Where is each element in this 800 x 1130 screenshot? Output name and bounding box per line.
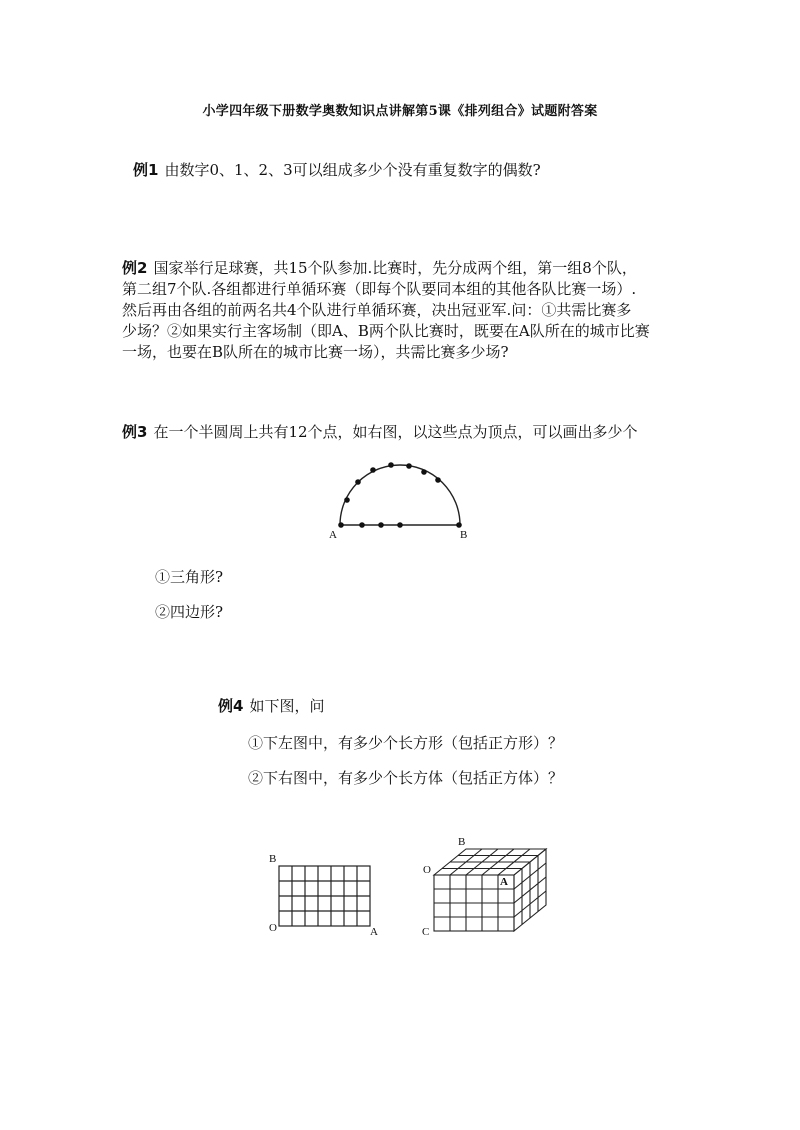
question-4-sub-2: ②下右图中，有多少个长方体（包括正方体）？	[248, 769, 564, 787]
question-2-line-1: 国家举行足球赛，共15个队参加.比赛时，先分成两个组，第一组8个队，	[153, 259, 637, 277]
cube-label-b: B	[458, 836, 466, 848]
page-title: 小学四年级下册数学奥数知识点讲解第5课《排列组合》试题附答案	[202, 104, 598, 119]
question-2-line-5: 一场，也要在B队所在的城市比赛一场），共需比赛多少场?	[122, 343, 509, 361]
cube-label-o: O	[423, 864, 431, 876]
question-1-label: 例1	[133, 161, 159, 179]
question-3-sub-1: ①三角形?	[155, 568, 224, 586]
question-2-label: 例2	[122, 259, 148, 277]
semicircle-point-a-label: A	[329, 529, 337, 541]
question-4-label: 例4	[218, 697, 244, 715]
question-3-text: 在一个半圆周上共有12个点，如右图，以这些点为顶点，可以画出多少个	[153, 423, 638, 441]
question-2-line-4: 少场？②如果实行主客场制（即A、B两个队比赛时，既要在A队所在的城市比赛	[122, 322, 650, 340]
question-3-sub-2: ②四边形?	[155, 603, 224, 621]
question-4-intro: 如下图，问	[249, 697, 325, 715]
grid-label-b: B	[269, 853, 277, 865]
question-2-line-3: 然后再由各组的前两名共4个队进行单循环赛，决出冠亚军.问：①共需比赛多	[122, 301, 632, 319]
question-2-line-2: 第二组7个队.各组都进行单循环赛（即每个队要同本组的其他各队比赛一场）.	[122, 280, 637, 298]
cube-label-a: A	[500, 876, 508, 888]
cube-label-c: C	[422, 926, 430, 938]
question-4-sub-1: ①下左图中，有多少个长方形（包括正方形）？	[248, 734, 564, 752]
grid-label-a: A	[370, 926, 378, 938]
grid-label-o: O	[269, 922, 277, 934]
question-3-label: 例3	[122, 423, 148, 441]
question-1-text: 由数字0、1、2、3可以组成多少个没有重复数字的偶数?	[164, 161, 541, 179]
semicircle-point-b-label: B	[460, 529, 468, 541]
